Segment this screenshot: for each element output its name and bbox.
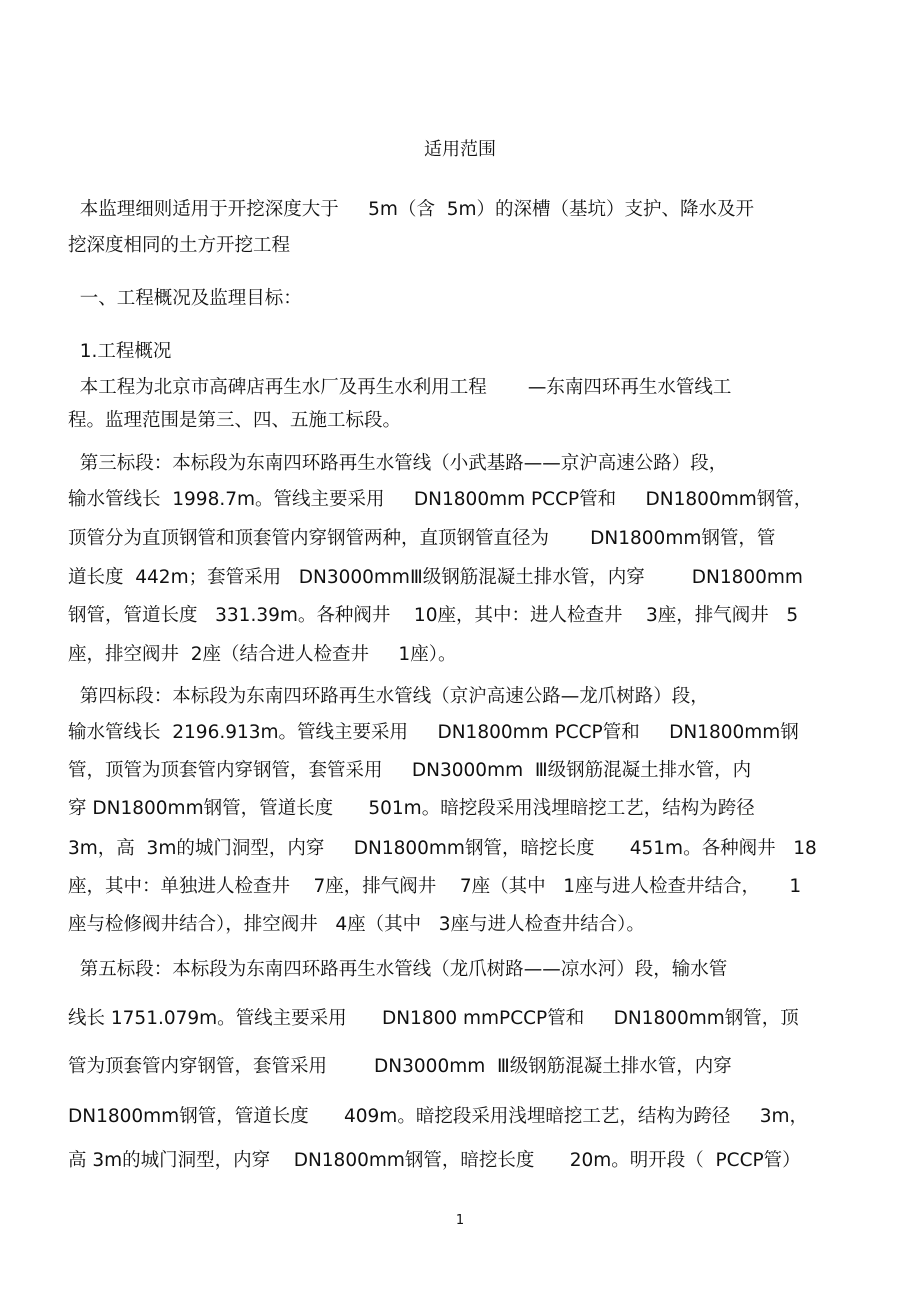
paragraph-line: 座，排空阀井 2座（结合进人检查井 1座）。 <box>68 644 457 665</box>
paragraph-line: 座与检修阀井结合），排空阀井 4座（其中 3座与进人检查井结合）。 <box>68 914 645 935</box>
paragraph-line: 管，顶管为顶套管内穿钢管，套管采用 DN3000mm Ⅲ级钢筋混凝土排水管，内 <box>68 760 752 781</box>
paragraph-line: DN1800mm钢管，管道长度 409m。暗挖段采用浅埋暗挖工艺，结构为跨径 3m， <box>68 1106 809 1127</box>
paragraph-line: 顶管分为直顶钢管和顶套管内穿钢管两种，直顶钢管直径为 DN1800mm钢管，管 <box>68 528 776 549</box>
paragraph-line: 座，其中：单独进人检查井 7座，排气阀井 7座（其中 1座与进人检查井结合， 1 <box>68 876 802 897</box>
paragraph-line: 穿 DN1800mm钢管，管道长度 501m。暗挖段采用浅埋暗挖工艺，结构为跨径 <box>68 798 755 819</box>
paragraph-line: 输水管线长 2196.913m。管线主要采用 DN1800mm PCCP管和 DN1800mm钢 <box>68 722 799 743</box>
paragraph-line: 程。监理范围是第三、四、五施工标段。 <box>68 410 402 431</box>
subsection-heading: 1.工程概况 <box>68 341 172 362</box>
paragraph-line: 钢管，管道长度 331.39m。各种阀井 10座，其中：进人检查井 3座，排气阀井 5 <box>68 605 799 626</box>
paragraph-line: 管为顶套管内穿钢管，套管采用 DN3000mm Ⅲ级钢筋混凝土排水管，内穿 <box>68 1056 732 1077</box>
paragraph-line: 本工程为北京市高碑店再生水厂及再生水利用工程 —东南四环再生水管线工 <box>68 377 732 398</box>
paragraph-line: 线长 1751.079m。管线主要采用 DN1800 mmPCCP管和 DN1800mm钢管，顶 <box>68 1008 799 1029</box>
paragraph-line: 高 3m的城门洞型，内穿 DN1800mm钢管，暗挖长度 20m。明开段（ PCCP管） <box>68 1150 801 1171</box>
page-number: 1 <box>455 1213 465 1228</box>
paragraph-line: 输水管线长 1998.7m。管线主要采用 DN1800mm PCCP管和 DN1800mm钢管， <box>68 489 813 510</box>
paragraph-line: 挖深度相同的土方开挖工程 <box>68 235 291 256</box>
paragraph-line: 3m，高 3m的城门洞型，内穿 DN1800mm钢管，暗挖长度 451m。各种阀井 18 <box>68 838 817 859</box>
paragraph-line: 本监理细则适用于开挖深度大于 5m（含 5m）的深槽（基坑）支护、降水及开 <box>68 199 755 220</box>
section-title: 适用范围 <box>424 139 496 160</box>
paragraph-line: 第四标段：本标段为东南四环路再生水管线（京沪高速公路—龙爪树路）段， <box>68 686 709 707</box>
paragraph-line: 道长度 442m；套管采用 DN3000mmⅢ级钢筋混凝土排水管，内穿 DN1800mm <box>68 567 803 588</box>
paragraph-line: 第三标段：本标段为东南四环路再生水管线（小武基路——京沪高速公路）段， <box>68 453 728 474</box>
paragraph-line: 第五标段：本标段为东南四环路再生水管线（龙爪树路——凉水河）段，输水管 <box>68 959 728 980</box>
section-heading: 一、工程概况及监理目标： <box>68 288 302 309</box>
